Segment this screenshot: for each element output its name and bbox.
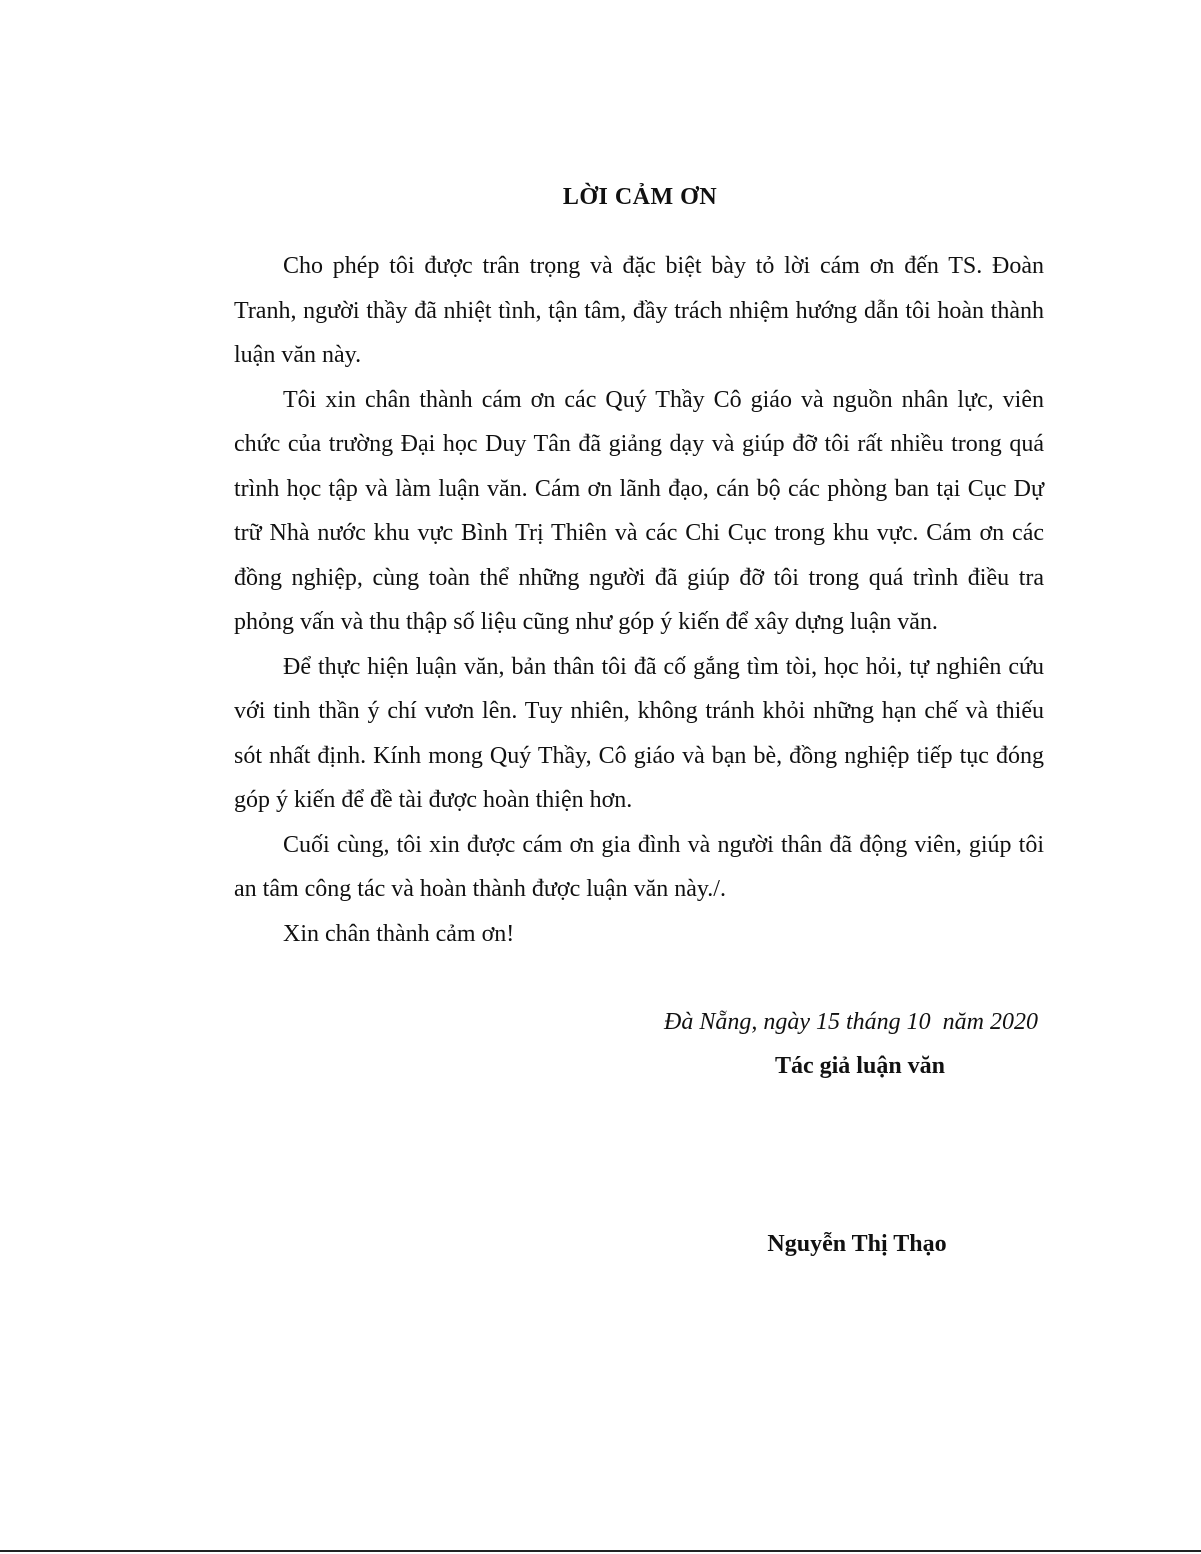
paragraph-university-thanks: Tôi xin chân thành cám ơn các Quý Thầy Cô giáo và nguồn nhân lực, viên chức của trường Đại học Duy Tân đã giảng dạy và giúp đỡ tôi rất nhiều trong quá trình học tập và làm luận văn. Cám ơn lãnh đạo, cán bộ các phòng ban tại Cục Dự trữ Nhà nước khu vực Bình Trị Thiên và các Chi Cục trong khu vực. Cám ơn các đồng nghiệp, cùng toàn thể những người đã giúp đỡ tôi trong quá trình điều tra phỏng vấn và thu thập số liệu cũng như góp ý kiến để xây dựng luận văn.	[234, 386, 1044, 635]
author-role: Tác giả luận văn	[774, 1053, 946, 1079]
paragraph-advisor-thanks: Cho phép tôi được trân trọng và đặc biệt bày tỏ lời cám ơn đến TS. Đoàn Tranh, người thầy đã nhiệt tình, tận tâm, đầy trách nhiệm hướng dẫn tôi hoàn thành luận văn này.	[234, 253, 1044, 368]
body-text	[234, 244, 1044, 956]
bottom-divider	[0, 1550, 1201, 1552]
closing-line: Xin chân thành cảm ơn!	[283, 920, 515, 947]
author-name: Nguyễn Thị Thạo	[767, 1231, 947, 1257]
paragraph-effort: Để thực hiện luận văn, bản thân tôi đã cố gắng tìm tòi, học hỏi, tự nghiên cứu với tinh thần ý chí vươn lên. Tuy nhiên, không tránh khỏi những hạn chế và thiếu sót nhất định. Kính mong Quý Thầy, Cô giáo và bạn bè, đồng nghiệp tiếp tục đóng góp ý kiến để đề tài được hoàn thiện hơn.	[234, 653, 1044, 813]
date-line: Đà Nẵng, ngày 15 tháng 10 năm 2020	[664, 1009, 1038, 1035]
paragraph-family-thanks: Cuối cùng, tôi xin được cám ơn gia đình và người thân đã động viên, giúp tôi an tâm công tác và hoàn thành được luận văn này./.	[234, 831, 1044, 902]
page-title: LỜI CẢM ƠN	[562, 184, 718, 210]
